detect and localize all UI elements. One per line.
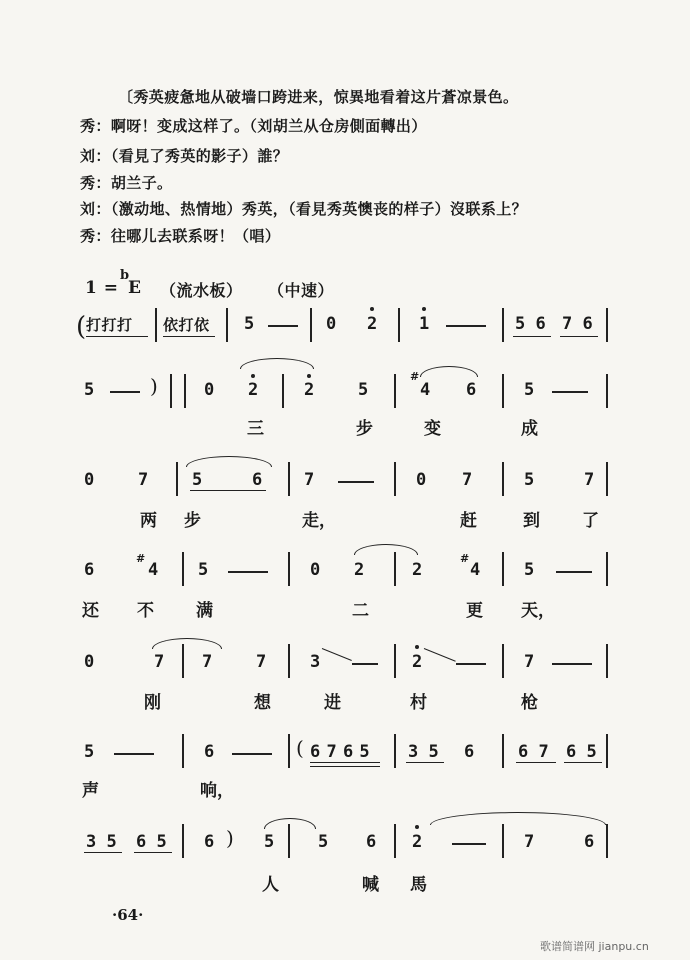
- note: 7: [138, 470, 149, 490]
- high-octave-dot: [370, 307, 374, 311]
- lyric: 天，: [521, 601, 555, 621]
- repeat-open-paren: (: [296, 736, 304, 760]
- note: 5: [84, 742, 95, 762]
- barline: [502, 824, 504, 858]
- lyric: 更: [466, 601, 483, 621]
- note: 2: [412, 560, 423, 580]
- sustain-dash: [228, 571, 268, 573]
- note: 0: [310, 560, 321, 580]
- note: 5: [84, 380, 95, 400]
- high-octave-dot: [415, 645, 419, 649]
- underline: [513, 336, 551, 337]
- note: 5: [318, 832, 329, 852]
- underline: [564, 762, 602, 763]
- underline: [406, 762, 444, 763]
- barline: [606, 308, 608, 342]
- high-octave-dot: [251, 374, 255, 378]
- speaker: 刘：: [80, 147, 111, 165]
- barline: [606, 734, 608, 768]
- sustain-dash: [110, 391, 140, 393]
- barline: [394, 374, 396, 408]
- barline: [398, 308, 400, 342]
- key-one-equals: 1 =: [85, 278, 119, 298]
- note: 7: [524, 832, 535, 852]
- high-octave-dot: [422, 307, 426, 311]
- note-group: 5 6: [515, 314, 546, 334]
- sustain-dash: [556, 571, 592, 573]
- note: 7: [304, 470, 315, 490]
- watermark: 歌谱简谱网 jianpu.cn: [540, 940, 649, 953]
- sharp-sign: #: [136, 552, 146, 565]
- note: 6: [464, 742, 475, 762]
- note: 7: [462, 470, 473, 490]
- tie: [240, 358, 314, 369]
- repeat-close-paren: ): [150, 374, 158, 398]
- barline: [226, 308, 228, 342]
- lyric: 到: [523, 511, 540, 531]
- slur-open: (: [76, 312, 87, 342]
- barline: [310, 308, 312, 342]
- sustain-dash: [232, 753, 272, 755]
- sustain-dash: [268, 325, 298, 327]
- lyric: 馬: [410, 875, 427, 895]
- sustain-dash: [446, 325, 486, 327]
- key-flat: b: [120, 268, 130, 283]
- lyric: 声: [82, 781, 99, 801]
- dialogue-line-1: [80, 115, 427, 136]
- dialogue-line-4: [80, 198, 527, 219]
- lyric: 想: [254, 693, 271, 713]
- tie: [186, 456, 272, 467]
- note: 2: [304, 380, 315, 400]
- speaker: 秀：: [80, 174, 111, 192]
- note: 3: [310, 652, 321, 672]
- barline: [288, 734, 290, 768]
- barline: [394, 644, 396, 678]
- barline: [606, 824, 608, 858]
- note: 0: [326, 314, 337, 334]
- barline: [155, 308, 157, 342]
- lyric: 人: [262, 875, 279, 895]
- dialogue-text: 胡兰子。: [110, 174, 173, 192]
- percussion-pattern-2: 依打依: [163, 316, 210, 334]
- barline: [606, 552, 608, 586]
- note: 6: [204, 832, 215, 852]
- sustain-dash: [338, 481, 374, 483]
- barline: [502, 552, 504, 586]
- barline: [606, 644, 608, 678]
- underline: [560, 336, 598, 337]
- lyric: 了: [582, 511, 599, 531]
- underline: [310, 766, 380, 767]
- barline: [394, 552, 396, 586]
- dialogue-text: （看見了秀英的影子）誰？: [110, 147, 289, 165]
- lyric: 枪: [521, 693, 538, 713]
- lyric: 赶: [460, 511, 477, 531]
- glide-mark: [424, 648, 456, 662]
- barline: [182, 734, 184, 768]
- note-group: 6 5: [136, 832, 167, 852]
- lyric: 步: [356, 419, 373, 439]
- dialogue-line-5: [80, 225, 280, 246]
- lyric: 步: [184, 511, 201, 531]
- speaker: 秀：: [80, 117, 111, 135]
- note: 2: [412, 832, 423, 852]
- note: 6: [466, 380, 477, 400]
- note: 0: [84, 470, 95, 490]
- tie: [354, 544, 418, 555]
- note: 5: [524, 470, 535, 490]
- speaker: 刘：: [80, 200, 111, 218]
- dialogue-line-2: [80, 145, 288, 166]
- barline: [182, 644, 184, 678]
- sustain-dash: [452, 843, 486, 845]
- note: 6: [252, 470, 263, 490]
- glide-mark: [322, 648, 352, 661]
- barline: [394, 462, 396, 496]
- barline: [170, 374, 172, 408]
- sustain-dash: [352, 663, 378, 665]
- note: 2: [248, 380, 259, 400]
- repeat-close-paren: ): [226, 826, 234, 850]
- underline: [310, 762, 380, 763]
- note: 2: [354, 560, 365, 580]
- barline: [502, 462, 504, 496]
- note: 0: [84, 652, 95, 672]
- lyric: 进: [324, 693, 341, 713]
- underline: [134, 852, 172, 853]
- lyric: 二: [352, 601, 369, 621]
- page-number: ·64·: [112, 906, 144, 924]
- barline: [606, 374, 608, 408]
- note-group: 7 6: [562, 314, 593, 334]
- tie: [264, 818, 316, 829]
- note: 7: [154, 652, 165, 672]
- underline: [86, 336, 148, 337]
- speed-marking: （中速）: [268, 281, 335, 300]
- barline: [606, 462, 608, 496]
- high-octave-dot: [307, 374, 311, 378]
- underline: [516, 762, 556, 763]
- lyric: 不: [137, 601, 154, 621]
- note: 1: [419, 314, 430, 334]
- lyric: 变: [424, 419, 441, 439]
- underline: [163, 336, 215, 337]
- note: 2: [412, 652, 423, 672]
- note: 6: [84, 560, 95, 580]
- note: 4: [420, 380, 431, 400]
- note: 7: [256, 652, 267, 672]
- note-group: 6 7: [518, 742, 549, 762]
- barline: [282, 374, 284, 408]
- note: 0: [204, 380, 215, 400]
- note: 5: [192, 470, 203, 490]
- barline: [502, 644, 504, 678]
- barline: [182, 552, 184, 586]
- note: 5: [198, 560, 209, 580]
- note: 6: [366, 832, 377, 852]
- note-group: 3 5: [408, 742, 439, 762]
- sustain-dash: [456, 663, 486, 665]
- note: 7: [584, 470, 595, 490]
- lyric: 喊: [362, 875, 379, 895]
- speaker: 秀：: [80, 227, 111, 245]
- note: 7: [202, 652, 213, 672]
- sharp-sign: #: [460, 552, 470, 565]
- key-letter: E: [128, 278, 142, 298]
- sustain-dash: [552, 663, 592, 665]
- lyric: 响，: [200, 781, 234, 801]
- barline: [288, 824, 290, 858]
- tempo-marking: （流水板）: [160, 281, 243, 300]
- stage-direction: 〔秀英疲惫地从破墙口跨进来，惊異地看着这片蒼凉景色。: [118, 88, 519, 106]
- barline: [394, 734, 396, 768]
- dialogue-text: （激动地、热情地）秀英，（看見秀英懊丧的样子）沒联系上？: [110, 200, 528, 218]
- tie: [420, 366, 478, 377]
- note: 7: [524, 652, 535, 672]
- note: 6: [204, 742, 215, 762]
- note: 6: [584, 832, 595, 852]
- lyric: 两: [140, 511, 157, 531]
- barline: [184, 374, 186, 408]
- sustain-dash: [552, 391, 588, 393]
- note: 4: [148, 560, 159, 580]
- underline: [84, 852, 122, 853]
- note: 5: [264, 832, 275, 852]
- dialogue-line-3: [80, 172, 172, 193]
- dialogue-text: 啊呀！变成这样了。（刘胡兰从仓房側面轉出）: [110, 117, 427, 135]
- high-octave-dot: [415, 825, 419, 829]
- barline: [502, 308, 504, 342]
- lyric: 刚: [144, 693, 161, 713]
- underline: [190, 490, 266, 491]
- lyric: 还: [82, 601, 99, 621]
- barline: [288, 644, 290, 678]
- note: 5: [524, 380, 535, 400]
- dialogue-text: 往哪儿去联系呀！（唱）: [110, 227, 281, 245]
- note-group: 6 5: [566, 742, 597, 762]
- barline: [288, 552, 290, 586]
- lyric: 三: [247, 419, 264, 439]
- note: 2: [367, 314, 378, 334]
- lyric: 满: [196, 601, 213, 621]
- lyric: 村: [410, 693, 427, 713]
- note: 0: [416, 470, 427, 490]
- barline: [182, 824, 184, 858]
- note: 5: [524, 560, 535, 580]
- sustain-dash: [114, 753, 154, 755]
- barline: [394, 824, 396, 858]
- lyric: 成: [521, 419, 538, 439]
- note-group: 3 5: [86, 832, 117, 852]
- barline: [502, 734, 504, 768]
- barline: [288, 462, 290, 496]
- barline: [502, 374, 504, 408]
- lyric: 走，: [302, 511, 336, 531]
- note: 5: [358, 380, 369, 400]
- barline: [176, 462, 178, 496]
- sharp-sign: #: [410, 370, 420, 383]
- tie: [152, 638, 222, 649]
- note: 4: [470, 560, 481, 580]
- note: 5: [244, 314, 255, 334]
- tie: [430, 812, 606, 825]
- percussion-pattern-1: 打打打: [86, 316, 133, 334]
- note-group: 6 7 6 5: [310, 742, 368, 762]
